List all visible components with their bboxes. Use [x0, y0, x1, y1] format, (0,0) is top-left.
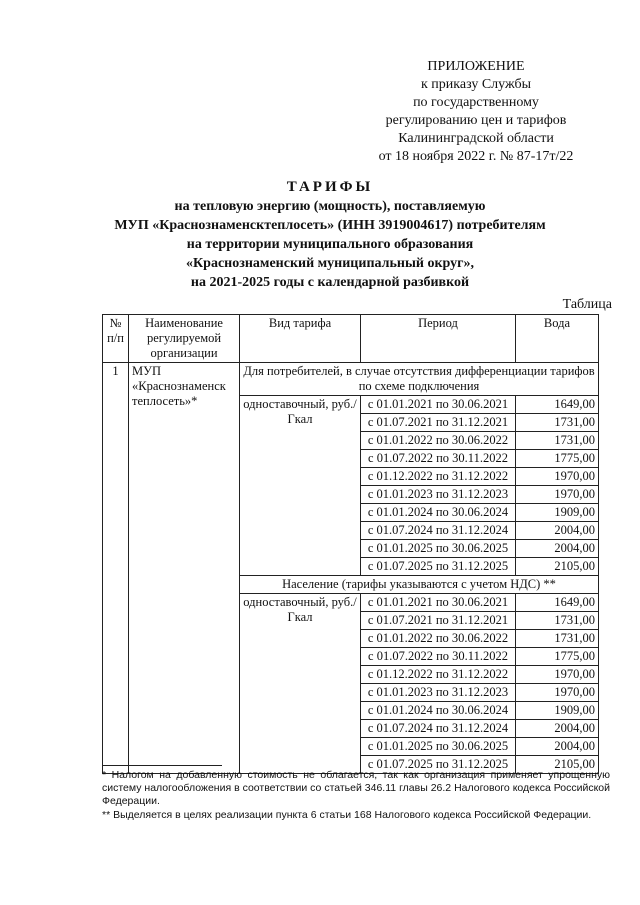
period-cell: с 01.07.2022 по 30.11.2022	[361, 648, 516, 666]
row-number: 1	[103, 363, 129, 774]
appendix-line: по государственному	[413, 95, 539, 110]
period-cell: с 01.01.2021 по 30.06.2021	[361, 594, 516, 612]
title-line: «Краснознаменский муниципальный округ»,	[186, 256, 474, 271]
appendix-line: Калининградской области	[398, 131, 554, 146]
value-cell: 1649,00	[516, 396, 599, 414]
value-cell: 1970,00	[516, 486, 599, 504]
period-cell: с 01.01.2025 по 30.06.2025	[361, 738, 516, 756]
period-cell: с 01.01.2021 по 30.06.2021	[361, 396, 516, 414]
value-cell: 1775,00	[516, 450, 599, 468]
value-cell: 1970,00	[516, 468, 599, 486]
value-cell: 1970,00	[516, 666, 599, 684]
period-cell: с 01.07.2022 по 30.11.2022	[361, 450, 516, 468]
value-cell: 1775,00	[516, 648, 599, 666]
footnote-2: ** Выделяется в целях реализации пункта 6 статьи 168 Налогового кодекса Российской Федерации.	[102, 809, 592, 821]
value-cell: 1970,00	[516, 684, 599, 702]
period-cell: с 01.01.2024 по 30.06.2024	[361, 702, 516, 720]
period-cell: с 01.07.2024 по 31.12.2024	[361, 522, 516, 540]
value-cell: 1731,00	[516, 432, 599, 450]
value-cell: 2004,00	[516, 540, 599, 558]
period-cell: с 01.12.2022 по 31.12.2022	[361, 468, 516, 486]
section-heading: Для потребителей, в случае отсутствия дифференциации тарифов по схеме подключения	[240, 363, 599, 396]
appendix-line: ПРИЛОЖЕНИЕ	[427, 59, 525, 74]
period-cell: с 01.01.2022 по 30.06.2022	[361, 630, 516, 648]
period-cell: с 01.01.2023 по 31.12.2023	[361, 684, 516, 702]
period-cell: с 01.01.2022 по 30.06.2022	[361, 432, 516, 450]
section-heading-row	[103, 363, 599, 396]
value-cell: 2004,00	[516, 720, 599, 738]
appendix-block	[346, 58, 606, 166]
section-heading: Население (тарифы указываются с учетом НДС) **	[240, 576, 599, 594]
value-cell: 2105,00	[516, 558, 599, 576]
header-period: Период	[361, 315, 516, 363]
value-cell: 1731,00	[516, 612, 599, 630]
value-cell: 1731,00	[516, 630, 599, 648]
period-cell: с 01.01.2023 по 31.12.2023	[361, 486, 516, 504]
value-cell: 2004,00	[516, 522, 599, 540]
period-cell: с 01.07.2021 по 31.12.2021	[361, 414, 516, 432]
value-cell: 2004,00	[516, 738, 599, 756]
title-line: на территории муниципального образования	[186, 237, 474, 252]
period-cell: с 01.07.2025 по 31.12.2025	[361, 756, 516, 774]
title-line: на 2021-2025 годы с календарной разбивкой	[190, 275, 470, 290]
value-cell: 1649,00	[516, 594, 599, 612]
table-label: Таблица	[562, 297, 612, 312]
header-org: Наименование регулируемой организации	[129, 315, 240, 363]
appendix-line: к приказу Службы	[421, 77, 531, 92]
value-cell: 2105,00	[516, 756, 599, 774]
header-type: Вид тарифа	[240, 315, 361, 363]
footnote-divider	[102, 765, 222, 766]
header-value: Вода	[516, 315, 599, 363]
header-num: № п/п	[103, 315, 129, 363]
document-title	[60, 178, 600, 292]
org-name: МУП «Краснознаменск теплосеть»*	[129, 363, 240, 774]
period-cell: с 01.07.2021 по 31.12.2021	[361, 612, 516, 630]
title-line: МУП «Краснознаменсктеплосеть» (ИНН 3919004617) потребителям	[114, 218, 546, 233]
title-heading: ТАРИФЫ	[286, 179, 374, 195]
value-cell: 1909,00	[516, 504, 599, 522]
period-cell: с 01.01.2025 по 30.06.2025	[361, 540, 516, 558]
tariff-table	[102, 314, 599, 774]
period-cell: с 01.07.2024 по 31.12.2024	[361, 720, 516, 738]
appendix-line: регулированию цен и тарифов	[385, 113, 567, 128]
tariff-type: одноставочный, руб./Гкал	[240, 594, 361, 774]
footnote-1: * Налогом на добавленную стоимость не облагается, так как организация применяет упрощенную систему налогообложения в соответствии со статьей 346.11 главы 26.2 Налогового кодекса Российской Федерации.	[102, 769, 610, 807]
appendix-line: от 18 ноября 2022 г. № 87-17т/22	[378, 149, 574, 164]
value-cell: 1909,00	[516, 702, 599, 720]
period-cell: с 01.01.2024 по 30.06.2024	[361, 504, 516, 522]
value-cell: 1731,00	[516, 414, 599, 432]
period-cell: с 01.12.2022 по 31.12.2022	[361, 666, 516, 684]
tariff-type: одноставочный, руб./Гкал	[240, 396, 361, 576]
period-cell: с 01.07.2025 по 31.12.2025	[361, 558, 516, 576]
title-line: на тепловую энергию (мощность), поставляемую	[174, 199, 486, 214]
table-header-row	[103, 315, 599, 363]
